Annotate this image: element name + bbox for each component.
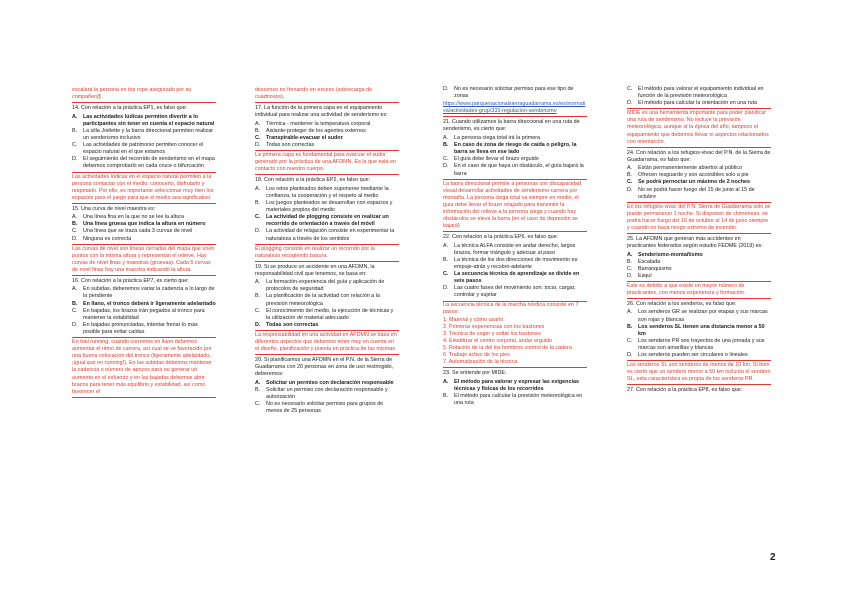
option-text: Los retos planteados deben suponerse mediante la confianza, la cooperación y el respeto al medio bbox=[266, 185, 389, 199]
option-text: Las actividades lúdicas permiten divertir a lo participantes sin tener en cuenta el espacio natural bbox=[83, 113, 215, 127]
question-text: 17. La función de la primera capa en el equipamiento individual para realizar una actividad de senderismo es: bbox=[255, 105, 388, 119]
option-letter: A. bbox=[255, 120, 261, 127]
answer-option bbox=[443, 86, 587, 100]
option-text: Los senderos PR son trayectos de una jornada y sus marcas son amarillas y blancas bbox=[638, 337, 765, 351]
column-4 bbox=[627, 86, 771, 396]
option-letter: B. bbox=[255, 200, 261, 207]
explanation-note bbox=[443, 179, 587, 232]
explanation-text: Los senderos SL son senderos de menos de 10 km. Si bien es cierto que un sendero menor a 50 km incluiría el sendero SL, esta característica es propia de los senderos PR. bbox=[627, 362, 771, 383]
explanation-note bbox=[627, 360, 771, 385]
answer-option bbox=[72, 228, 216, 235]
explanation-text: 4. Establizar el centro corporal, andar erguido bbox=[443, 337, 553, 344]
option-text: Ninguna es correcta bbox=[83, 235, 132, 242]
question-text: 15. Una curva de nivel maestra es: bbox=[72, 205, 156, 212]
answer-option bbox=[72, 128, 216, 142]
option-letter: A. bbox=[627, 165, 633, 172]
option-text: El método para calcular la previsión meteorológica en una ruta bbox=[454, 392, 583, 406]
page-number: 2 bbox=[770, 552, 776, 563]
answer-option bbox=[255, 293, 399, 307]
option-text: Ofrecen resguardo y son accesibles solo a pie bbox=[638, 172, 749, 179]
option-text: La técnica de los dos direcciones de movimiento es: empuje-atrás y recobro-adelante bbox=[454, 256, 579, 270]
option-letter: D. bbox=[443, 285, 449, 292]
answer-option bbox=[443, 257, 587, 271]
explanation-text: descenso no frenando en exceso (sobrecarga de cuádriceps). bbox=[255, 87, 373, 101]
option-letter: A. bbox=[627, 309, 633, 316]
option-letter: A. bbox=[72, 286, 78, 293]
answer-option bbox=[627, 309, 771, 323]
option-text: Esquí bbox=[638, 272, 652, 279]
option-letter: D. bbox=[627, 100, 633, 107]
question-text: 27. Con relación a la práctica EP8, es falso que: bbox=[627, 387, 743, 394]
option-letter: D. bbox=[627, 186, 633, 193]
question-text: 19. Si se produce un accidente en una AFDMN, la responsabilidad civil que tenemos, se basa en: bbox=[255, 263, 375, 277]
column-2 bbox=[255, 86, 399, 415]
option-letter: A. bbox=[443, 378, 449, 385]
explanation-note bbox=[255, 87, 399, 103]
answer-option-correct bbox=[443, 271, 587, 285]
answer-option-correct bbox=[255, 214, 399, 228]
option-text: En llano, el tronco deberá ir ligeramente adelantado bbox=[83, 300, 216, 307]
option-text: Transpirable-evacuar el sudor bbox=[266, 135, 343, 142]
option-letter: D. bbox=[72, 235, 78, 242]
option-text: No es necesario solicitar permiso para grupos de menos de 25 personas bbox=[266, 401, 384, 415]
option-letter: A. bbox=[255, 185, 261, 192]
answer-option bbox=[627, 259, 771, 266]
answer-option bbox=[72, 214, 216, 221]
column-1 bbox=[72, 86, 216, 400]
option-letter: B. bbox=[627, 258, 633, 265]
option-text: En el caso de que haya un obstáculo, el guía bajará la barra bbox=[454, 163, 584, 177]
explanation-text: Las actividades lúdicas en el espacio natural permiten a la persona contactar con el medio, conocerlo, disfrutarlo y respetarlo. Por ello, es importante seleccionar muy bien los espacios para el juego para que el medio sea significativo. bbox=[72, 173, 214, 201]
option-text: El método para valorar el equipamiento individual en función de la previsión meteorológica bbox=[638, 86, 764, 100]
option-letter: D. bbox=[443, 86, 449, 92]
option-letter: B. bbox=[443, 256, 449, 263]
option-text: El conocimiento del medio, la ejecución de técnicas y la utilización de material adecuado bbox=[266, 307, 394, 321]
option-letter: C. bbox=[627, 337, 633, 344]
question-text: 14. Con relación a la práctica EP1, es falso que: bbox=[72, 105, 188, 112]
answer-option-correct bbox=[443, 142, 587, 156]
option-text: No se podrá hacer fuego del 15 de junio al 15 de octubre bbox=[638, 186, 755, 200]
explanation-text: La responsabilidad en una actividad en AFDMN se basa en diferentes aspectos que debemos tener muy en cuenta en el diseño, planificación y puesta en práctica de las mismas. bbox=[255, 331, 397, 353]
answer-option bbox=[72, 156, 216, 170]
answer-option bbox=[443, 163, 587, 177]
explanation-note bbox=[443, 301, 587, 368]
option-text: La persona ciega total irá la primera bbox=[454, 135, 540, 142]
option-letter: A. bbox=[255, 379, 261, 386]
explanation-note bbox=[255, 150, 399, 175]
option-text: Están permanentemente abiertos al público bbox=[638, 165, 742, 172]
option-text: El método para calcular la orientación en una ruta bbox=[638, 100, 757, 107]
option-letter: C. bbox=[627, 86, 633, 92]
option-letter: B. bbox=[255, 293, 261, 300]
option-text: La actividad de relajación consiste en experimentar la naturaleza a través de los sentidos bbox=[266, 228, 395, 242]
question-text: 20. Si planificamos una AFDMN en el P.N. de la Sierra de Guadarrama con 20 personas en zona de uso restringido, deberemos: bbox=[255, 357, 394, 378]
option-text: Solicitar un permiso con declaración responsable y autorización bbox=[266, 386, 388, 400]
explanation-note bbox=[72, 337, 216, 397]
option-letter: D. bbox=[72, 321, 78, 328]
option-letter: C. bbox=[255, 307, 261, 314]
explanation-note bbox=[443, 101, 587, 117]
answer-option bbox=[443, 285, 587, 299]
answer-option-correct bbox=[255, 380, 399, 387]
answer-option-correct bbox=[627, 324, 771, 338]
option-letter: A. bbox=[443, 135, 449, 142]
option-letter: C. bbox=[443, 156, 449, 163]
option-letter: D. bbox=[443, 163, 449, 170]
answer-option-correct bbox=[255, 322, 399, 329]
explanation-note bbox=[627, 202, 771, 234]
question-text: 22. Con relación a la práctica EP6, es falso que: bbox=[443, 234, 559, 241]
option-text: La actividad de plogging consiste en realizar un recorrido de orientación a través del móvil bbox=[266, 214, 389, 228]
explanation-text: 6. Trabajo activo de los pies bbox=[443, 352, 510, 359]
option-text: La técnica ALFA consiste en andar derecho, largos brazos, formar triángulo y adecuar al paso bbox=[454, 242, 576, 256]
explanation-text: El plogging consiste en realizar un recorrido por la naturaleza recogiendo basura. bbox=[255, 245, 375, 259]
option-letter: B. bbox=[627, 172, 633, 179]
option-letter: B. bbox=[443, 392, 449, 399]
option-letter: B. bbox=[255, 127, 261, 134]
option-letter: A. bbox=[72, 113, 78, 120]
explanation-text: La barra direccional permite a personas con discapacidad visual desarrollar actividades de senderismo-carrera por montaña. La persona ciega total va siempre en medio, el guía debe llevar el brazo relajado para transmitir la información del relieve a la persona ciega y cuando hay obstáculos se eleva la barra (en el caso de depresión se bajará) bbox=[443, 180, 582, 230]
answer-option-correct bbox=[627, 179, 771, 186]
answer-option bbox=[255, 200, 399, 214]
option-text: Los senderos pueden ser circulares o lineales bbox=[638, 352, 748, 359]
answer-option-correct bbox=[72, 114, 216, 128]
option-letter: B. bbox=[627, 323, 633, 330]
answer-option-correct bbox=[443, 379, 587, 393]
answer-option bbox=[443, 135, 587, 142]
answer-option-correct bbox=[72, 221, 216, 228]
answer-option bbox=[255, 228, 399, 242]
explanation-note bbox=[72, 244, 216, 276]
explanation-note bbox=[72, 172, 216, 204]
answer-option bbox=[255, 308, 399, 322]
option-text: El método para valorar y expresar las exigencias técnicas y físicas de los recorridos bbox=[454, 378, 579, 392]
option-letter: A. bbox=[255, 279, 261, 286]
option-letter: C. bbox=[443, 271, 449, 278]
answer-option bbox=[255, 186, 399, 200]
answer-option bbox=[255, 387, 399, 401]
explanation-text: 3. Técnica de coger y soltar los bastones bbox=[443, 330, 541, 337]
option-text: Los juegos planteados se desarrollan con espacios y materiales propios del medio bbox=[266, 200, 393, 214]
option-text: Los senderos GR se realizan por etapas y sus marcas son rojas y blancas bbox=[638, 309, 768, 323]
explanation-text: MIDE es una herramienta importante para poder planificar una ruta de senderismo. No incluye la previsión meteorológica, aunque sí la época del año; tampoco el equipamiento que debemos llevar ni aspectos relacionados con orientación. bbox=[627, 110, 769, 145]
question-text: 23. Se entiende por MIDE: bbox=[443, 370, 507, 377]
answer-option bbox=[255, 401, 399, 415]
regulation-link[interactable]: https://www.parquenacionalsierraguadarrama.es/es/normativa/actividades-grup/333-regulacion-senderismo bbox=[443, 101, 586, 115]
answer-option-correct bbox=[255, 135, 399, 142]
option-text: Térmica - mantener la temperatura corporal bbox=[266, 120, 371, 127]
answer-option bbox=[443, 243, 587, 257]
option-text: Todas son correctas bbox=[266, 321, 319, 328]
explanation-note bbox=[255, 330, 399, 355]
option-letter: B. bbox=[443, 142, 449, 149]
explanation-text: 2. Primeras experiencias con los bastones bbox=[443, 323, 545, 330]
option-letter: C. bbox=[255, 214, 261, 221]
answer-option bbox=[72, 286, 216, 300]
option-letter: D. bbox=[255, 228, 261, 235]
option-text: El seguimiento del recorrido de senderismo en el mapa debemos comprobarlo en cada cruce o bifurcación bbox=[83, 156, 215, 170]
option-text: La planificación de la actividad con relación a la previsión meteorológica bbox=[266, 293, 380, 307]
explanation-text: 1. Material y cómo usarlo bbox=[443, 316, 504, 323]
option-letter: C. bbox=[255, 401, 261, 408]
option-letter: B. bbox=[72, 127, 78, 134]
option-text: La secuencia técnica de aprendizaje se divide en seis pasos bbox=[454, 271, 580, 285]
explanation-text: 5. Rotación de la del los hombros control de la cadera bbox=[443, 344, 572, 351]
option-text: Una línea fina en la que no se lee la altura bbox=[83, 214, 184, 221]
option-letter: D. bbox=[255, 321, 261, 328]
explanation-text: La primera capa es fundamental para evacuar el sudor generado por la práctica de una AFDMN. Es la que está en contacto con nuestro cuerpo. bbox=[255, 152, 397, 173]
option-letter: C. bbox=[72, 228, 78, 235]
option-text: Todas son correctas bbox=[266, 142, 315, 149]
option-letter: C. bbox=[627, 179, 633, 186]
answer-option bbox=[255, 142, 399, 149]
option-text: Aislante-proteger de los agentes externos bbox=[266, 127, 366, 134]
answer-option bbox=[627, 100, 771, 107]
option-text: Escalada bbox=[638, 258, 661, 265]
answer-option bbox=[627, 165, 771, 172]
explanation-note bbox=[627, 281, 771, 299]
option-letter: D. bbox=[255, 142, 261, 149]
explanation-text: escalará la persona en top rope asegurado por su compañer@. bbox=[72, 87, 192, 101]
question-text: 18. Con relación a la práctica EP2, es falso que: bbox=[255, 177, 371, 184]
answer-option bbox=[627, 352, 771, 359]
option-text: En caso de zona de riesgo de caída o peligro, la barra se lleva en ese lado bbox=[454, 142, 577, 156]
explanation-note bbox=[255, 244, 399, 262]
answer-option bbox=[72, 322, 216, 336]
option-letter: C. bbox=[72, 307, 78, 314]
option-text: Se podrá pernoctar un máximo de 2 noches bbox=[638, 179, 751, 186]
answer-option bbox=[627, 187, 771, 201]
answer-option-correct bbox=[72, 301, 216, 308]
answer-option bbox=[72, 142, 216, 156]
option-letter: A. bbox=[72, 214, 78, 221]
answer-option bbox=[443, 156, 587, 163]
option-text: Barranquismo bbox=[638, 265, 672, 272]
question-text: 25. La AFDMN que generan más accidentes en practicantes federados según estudio FEDME (2019) es: bbox=[627, 235, 763, 249]
option-text: Senderismo-montañismo bbox=[638, 251, 703, 258]
answer-option bbox=[255, 121, 399, 128]
option-letter: A. bbox=[627, 251, 633, 258]
option-text: Solicitar un permiso con declaración responsable bbox=[266, 379, 394, 386]
answer-option bbox=[627, 172, 771, 179]
option-text: El guía debe llevar el brazo erguido bbox=[454, 156, 539, 163]
option-text: Las actividades de patrimonio permiten conocer el espacio natural en el que estamos bbox=[83, 142, 204, 156]
explanation-note bbox=[72, 87, 216, 103]
option-text: En bajadas pronunciadas, intentar frenar lo más posible para evitar caídas bbox=[83, 321, 198, 335]
answer-option-correct bbox=[627, 252, 771, 259]
answer-option bbox=[627, 273, 771, 280]
option-text: La formación-experiencia del guía y aplicación de protocolos de seguridad bbox=[266, 279, 385, 293]
explanation-text: Este es debido a que existe un mayor número de practicantes, con menos experiencia y formación. bbox=[627, 282, 746, 296]
option-text: En subidas, deberemos variar la cadencia a lo largo de la pendiente bbox=[83, 286, 215, 300]
option-letter: C. bbox=[255, 135, 261, 142]
explanation-note bbox=[627, 108, 771, 147]
answer-option bbox=[72, 236, 216, 243]
explanation-text: 7. Automatización de la técnica bbox=[443, 359, 518, 366]
answer-option bbox=[627, 86, 771, 100]
option-text: La silla Joëlette y la barra direccional permiten realizar un senderismo inclusivo bbox=[83, 127, 214, 142]
option-text: Las cuatro fases del movimiento son: tocar, cargar, controlar y sujetar bbox=[454, 285, 576, 299]
answer-option bbox=[627, 338, 771, 352]
option-letter: C. bbox=[72, 142, 78, 149]
question-text: 21. Cuando utilizamos la barra direccional en una ruta de senderismo, es cierto que: bbox=[443, 119, 580, 133]
option-letter: D. bbox=[627, 352, 633, 359]
option-text: No es necesario solicitar permiso para ese tipo de zonas bbox=[454, 86, 574, 100]
option-text: Una línea gruesa que indica la altura en número bbox=[83, 221, 206, 228]
question-text: 26. Con relación a los senderos, es falso que: bbox=[627, 300, 737, 307]
option-text: En bajadas, los brazos irán pegados al tronco para mantener la estabilidad bbox=[83, 307, 205, 321]
answer-option bbox=[255, 279, 399, 293]
explanation-text: Las curvas de nivel son líneas cerradas del mapa que unen puntos con la misma altura y representan el relieve. Hay curvas de nivel finas y maestras (gruesas). Cada 5 curvas de nivel finas hay una maestra indicando la altura. bbox=[72, 245, 215, 273]
option-text: Los senderos SL tienen una distancia menor a 50 km bbox=[638, 323, 765, 337]
option-text: Una línea que se traza cada 3 curvas de nivel bbox=[83, 228, 193, 235]
option-letter: B. bbox=[72, 300, 78, 307]
explanation-text: En los refugios-vivac del P.N. Sierra de Guadarrama solo se puede permanecer 1 noche. Si disponen de chimeneas, se podrá hacer fuego del 16 de octubre al 14 de junio siempre y cuando no haya riesgo extremo de incendio. bbox=[627, 203, 771, 231]
answer-option bbox=[443, 393, 587, 407]
column-3 bbox=[443, 86, 587, 407]
question-text: 24. Con relación a los refugios-vivac del P.N. de la Sierra de Guadarrama, es falso que: bbox=[627, 149, 771, 163]
answer-option bbox=[72, 308, 216, 322]
answer-option bbox=[255, 128, 399, 135]
explanation-text: En trail running, cuando corremos en llano debemos aumentar el ritmo de carrera, así cual se ve favorecido por una buena colocación del tronco (ligeramente adelantado, ¡igual que en running!). En las subidas debemos mantener la cadencia o número de apoyos para no generar un aumento en el esfuerzo y en las bajadas debemos abrir brazos para tener más equilibrio y estabilidad, así como favorecer el bbox=[72, 339, 212, 395]
option-letter: B. bbox=[72, 221, 78, 228]
question-text: 16. Con relación a la práctica EP7, es cierto que: bbox=[72, 277, 189, 284]
option-letter: A. bbox=[443, 242, 449, 249]
option-letter: D. bbox=[72, 156, 78, 163]
explanation-text: La secuencia técnica de la marcha nórdica consiste en 7 pasos: bbox=[443, 302, 579, 316]
option-letter: B. bbox=[255, 386, 261, 393]
option-letter: D. bbox=[627, 272, 633, 279]
answer-option bbox=[627, 266, 771, 273]
option-letter: C. bbox=[627, 265, 633, 272]
